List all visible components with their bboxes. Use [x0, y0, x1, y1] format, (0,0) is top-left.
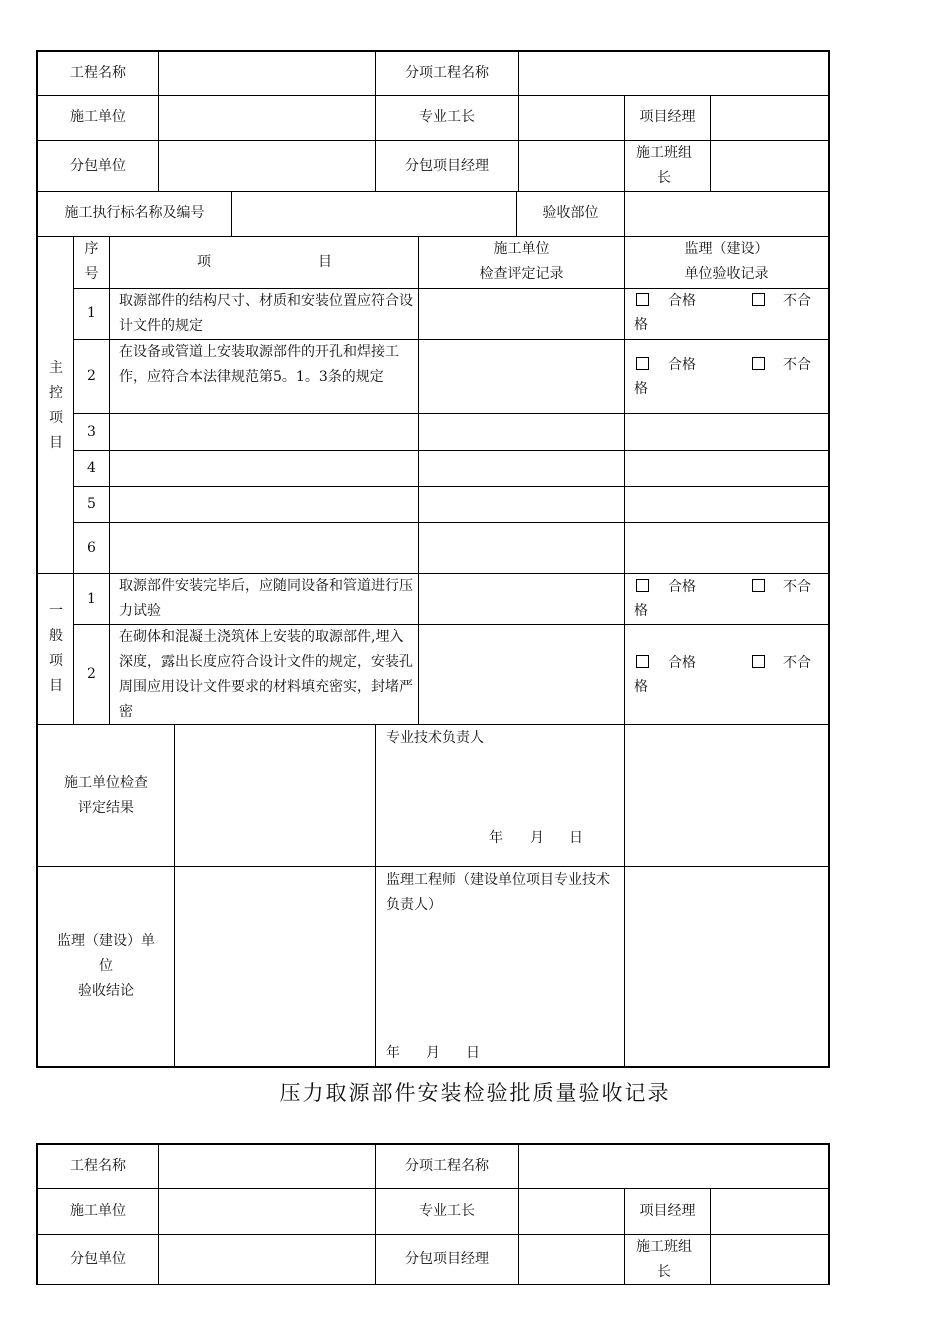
row-number: 1	[87, 591, 96, 607]
row-description: 在设备或管道上安装取源部件的开孔和焊接工作，应符合本法律规范第5。1。3条的规定	[119, 344, 399, 385]
date-day: 日	[466, 1045, 480, 1061]
subcontract-unit-label: 分包单位	[70, 158, 126, 174]
fail-checkbox[interactable]	[752, 579, 765, 592]
seq-header: 序	[84, 241, 99, 257]
date-year: 年	[489, 830, 503, 846]
pass-label: 合格	[668, 655, 696, 671]
subcontract-manager-label: 分包项目经理	[405, 158, 489, 174]
supervision-conclusion-label: 监理（建设）单	[57, 933, 155, 949]
supervision-conclusion-label-cont: 验收结论	[78, 983, 134, 999]
pass-label: 合格	[668, 357, 696, 373]
supervision-conclusion-label-cont: 位	[99, 958, 113, 974]
row-number: 4	[87, 460, 96, 476]
inspection-result-label-cont: 评定结果	[78, 800, 134, 816]
date-year: 年	[386, 1045, 400, 1061]
fail-checkbox[interactable]	[752, 293, 765, 306]
check-record-header-cont: 检查评定记录	[479, 266, 564, 282]
team-leader-label: 施工班组	[636, 145, 692, 161]
standard-name-label: 施工执行标名称及编号	[64, 205, 205, 221]
team-leader-label-cont: 长	[657, 1264, 671, 1280]
team-leader-label-cont: 长	[657, 170, 671, 186]
supervision-record-header-cont: 单位验收记录	[684, 266, 769, 282]
supervision-engineer-label: 监理工程师（建设单位项目专业技术负责人）	[386, 872, 610, 913]
fail-label-cont: 格	[634, 317, 648, 333]
inspection-result-label: 施工单位检查	[64, 775, 148, 791]
seq-header-cont: 号	[84, 266, 99, 282]
supervision-record-header: 监理（建设）	[684, 241, 769, 257]
project-manager-label: 项目经理	[639, 109, 696, 125]
tech-lead-label: 专业技术负责人	[386, 730, 484, 746]
page-title: 压力取源部件安装检验批质量验收记录	[279, 1081, 671, 1105]
construction-unit-label: 施工单位	[70, 1203, 126, 1219]
date-day: 日	[569, 830, 583, 846]
fail-label-cont: 格	[634, 679, 648, 695]
pass-checkbox[interactable]	[636, 357, 649, 370]
acceptance-part-label: 验收部位	[542, 205, 599, 221]
subcontract-unit-label: 分包单位	[70, 1251, 126, 1267]
fail-label-cont: 格	[634, 603, 648, 619]
subproject-name-label: 分项工程名称	[405, 1158, 489, 1174]
main-control-label: 主控项目	[49, 360, 63, 451]
project-name-label: 工程名称	[70, 1158, 126, 1174]
pass-checkbox[interactable]	[636, 293, 649, 306]
item-header-a: 项	[197, 254, 211, 270]
row-number: 5	[87, 496, 96, 512]
row-description: 取源部件的结构尺寸、材质和安装位置应符合设计文件的规定	[119, 293, 413, 334]
row-number: 6	[87, 540, 96, 556]
fail-checkbox[interactable]	[752, 357, 765, 370]
row-description: 在砌体和混凝土浇筑体上安装的取源部件,埋入深度，露出长度应符合设计文件的规定，安装孔周围应用设计文件要求的材料填充密实，封堵严密	[119, 629, 413, 720]
row-number: 1	[87, 305, 96, 321]
fail-label: 不合	[783, 655, 811, 671]
row-number: 2	[87, 666, 96, 682]
pass-label: 合格	[668, 293, 696, 309]
construction-unit-label: 施工单位	[70, 109, 126, 125]
date-month: 月	[426, 1045, 440, 1061]
row-number: 2	[87, 368, 96, 384]
subcontract-manager-label: 分包项目经理	[405, 1251, 489, 1267]
fail-label-cont: 格	[634, 381, 648, 397]
fail-label: 不合	[783, 357, 811, 373]
row-number: 3	[87, 424, 96, 440]
date-month: 月	[530, 830, 544, 846]
check-record-header: 施工单位	[493, 241, 550, 257]
fail-label: 不合	[783, 579, 811, 595]
row-description: 取源部件安装完毕后，应随同设备和管道进行压力试验	[119, 578, 413, 619]
foreman-label: 专业工长	[419, 109, 475, 125]
subproject-name-label: 分项工程名称	[405, 65, 489, 81]
foreman-label: 专业工长	[419, 1203, 475, 1219]
project-manager-label: 项目经理	[639, 1203, 696, 1219]
project-name-label: 工程名称	[70, 65, 126, 81]
pass-label: 合格	[668, 579, 696, 595]
team-leader-label: 施工班组	[636, 1239, 692, 1255]
pass-checkbox[interactable]	[636, 579, 649, 592]
fail-checkbox[interactable]	[752, 655, 765, 668]
fail-label: 不合	[783, 293, 811, 309]
item-header-b: 目	[318, 254, 332, 270]
pass-checkbox[interactable]	[636, 655, 649, 668]
general-items-label: 一般项目	[49, 603, 63, 694]
